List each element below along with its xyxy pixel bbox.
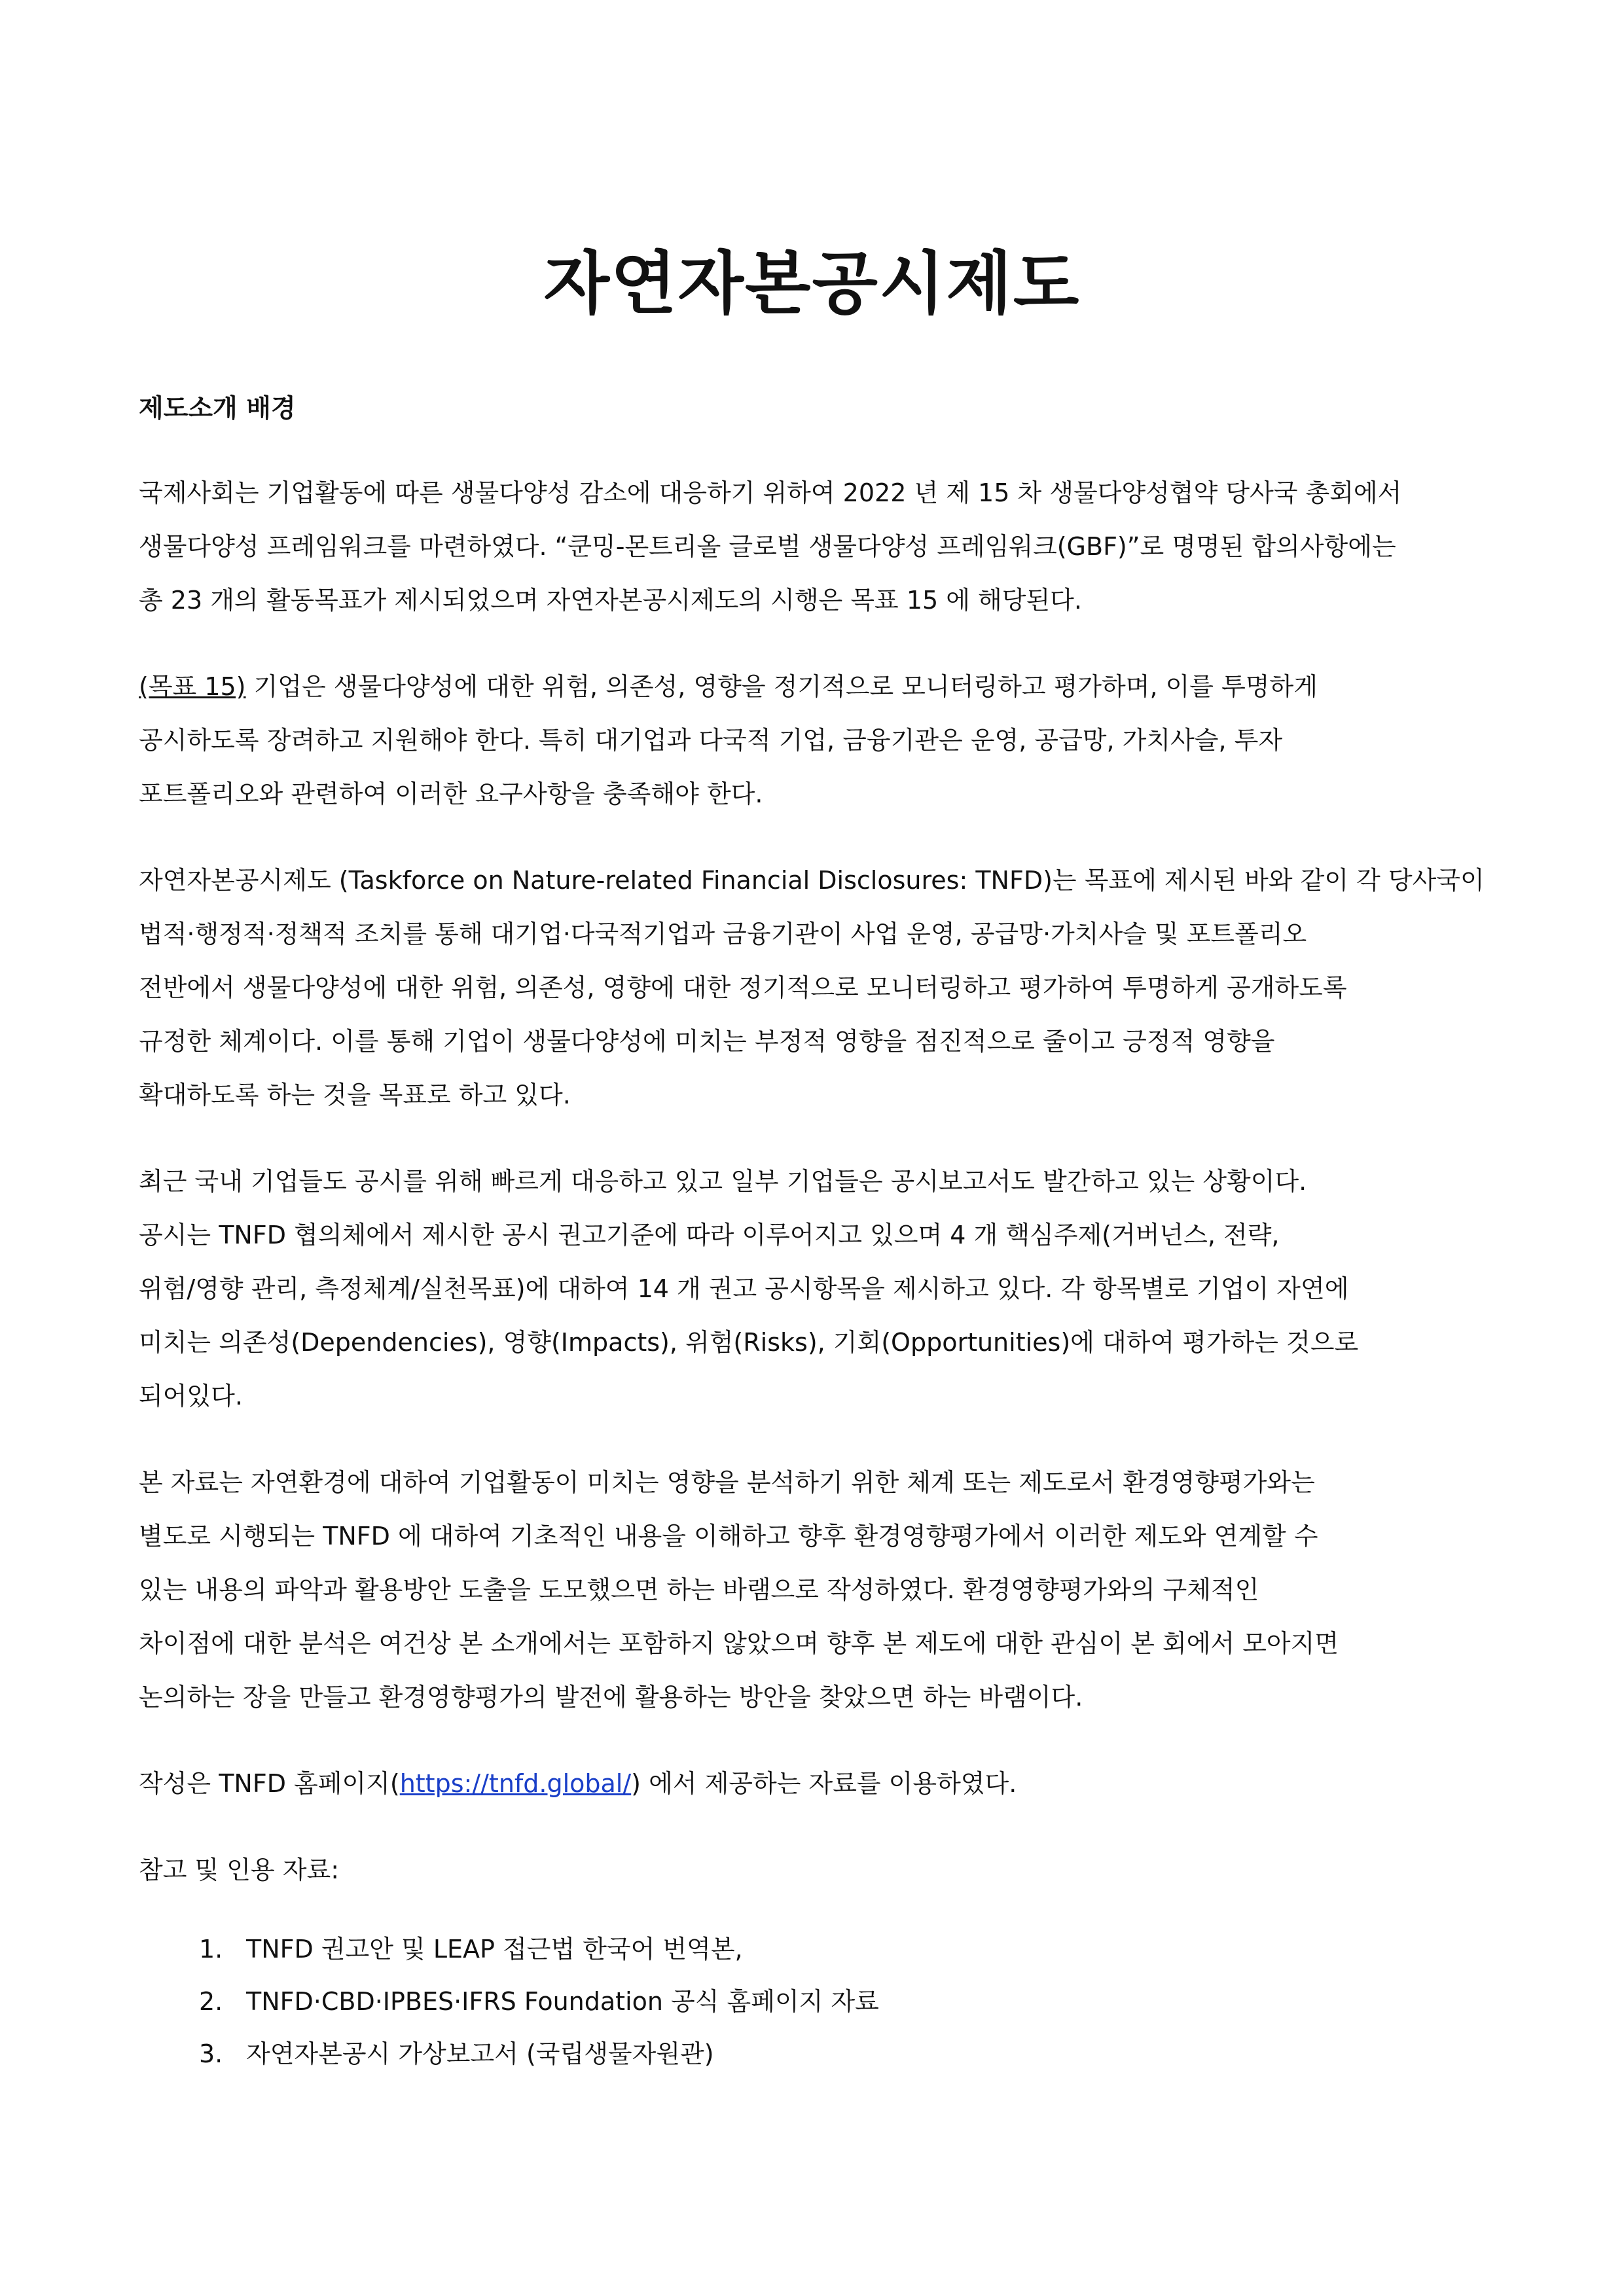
- paragraph-line: 되어있다.: [139, 1382, 243, 1410]
- document-body: [139, 466, 1507, 2080]
- source-text-before: 작성은 TNFD 홈페이지(: [139, 1769, 400, 1798]
- tnfd-homepage-link[interactable]: https://tnfd.global/: [399, 1769, 632, 1798]
- paragraph-line: 미치는 의존성(Dependencies), 영향(Impacts), 위험(Risks), 기회(Opportunities)에 대하여 평가하는 것으로: [139, 1328, 1359, 1357]
- paragraph-line: 법적·행정적·정책적 조치를 통해 대기업·다국적기업과 금융기관이 사업 운영, 공급망·가치사슬 및 포트폴리오: [139, 920, 1307, 948]
- paragraph-line: 포트폴리오와 관련하여 이러한 요구사항을 충족해야 한다.: [139, 780, 763, 808]
- reference-item: [199, 1923, 1507, 1975]
- reference-text: 자연자본공시 가상보고서 (국립생물자원관): [246, 2039, 714, 2068]
- paragraph-gbf-background: [139, 466, 1507, 627]
- references-list: [139, 1923, 1507, 2080]
- paragraph-goal-15: [139, 660, 1507, 821]
- paragraph-line: 별도로 시행되는 TNFD 에 대하여 기초적인 내용을 이해하고 향후 환경영향평가에서 이러한 제도와 연계할 수: [139, 1522, 1318, 1551]
- reference-item: [199, 2028, 1507, 2080]
- paragraph-line: 위험/영향 관리, 측정체계/실천목표)에 대하여 14 개 권고 공시항목을 제시하고 있다. 각 항목별로 기업이 자연에: [139, 1274, 1349, 1303]
- reference-number: 3.: [199, 2039, 223, 2068]
- goal-15-label: (목표 15): [139, 672, 246, 701]
- paragraph-line: 규정한 체계이다. 이를 통해 기업이 생물다양성에 미치는 부정적 영향을 점진적으로 줄이고 긍정적 영향을: [139, 1027, 1275, 1056]
- paragraph-document-purpose: [139, 1456, 1507, 1724]
- reference-number: 2.: [199, 1987, 223, 2016]
- paragraph-line: [139, 1757, 1507, 1810]
- paragraph-line: 자연자본공시제도 (Taskforce on Nature-related Financial Disclosures: TNFD)는 목표에 제시된 바와 같이 각 당사국이: [139, 866, 1485, 895]
- paragraph-line: 논의하는 장을 만들고 환경영향평가의 발전에 활용하는 방안을 찾았으면 하는 바램이다.: [139, 1683, 1083, 1712]
- paragraph-line: 차이점에 대한 분석은 여건상 본 소개에서는 포함하지 않았으며 향후 본 제도에 대한 관심이 본 회에서 모아지면: [139, 1629, 1339, 1658]
- paragraph-line: 있는 내용의 파악과 활용방안 도출을 도모했으면 하는 바램으로 작성하였다. 환경영향평가와의 구체적인: [139, 1575, 1259, 1604]
- source-text-after: ) 에서 제공하는 자료를 이용하였다.: [631, 1769, 1017, 1798]
- reference-item: [199, 1975, 1507, 2028]
- paragraph-source: [139, 1757, 1507, 1810]
- paragraph-line: 전반에서 생물다양성에 대한 위험, 의존성, 영향에 대한 정기적으로 모니터링하고 평가하여 투명하게 공개하도록: [139, 973, 1347, 1002]
- paragraph-line-text: 기업은 생물다양성에 대한 위험, 의존성, 영향을 정기적으로 모니터링하고 평가하며, 이를 투명하게: [245, 672, 1318, 701]
- paragraph-line: [139, 660, 1507, 713]
- paragraph-line: 국제사회는 기업활동에 따른 생물다양성 감소에 대응하기 위하여 2022 년 제 15 차 생물다양성협약 당사국 총회에서: [139, 478, 1402, 507]
- paragraph-line: 공시하도록 장려하고 지원해야 한다. 특히 대기업과 다국적 기업, 금융기관은 운영, 공급망, 가치사슬, 투자: [139, 726, 1283, 755]
- paragraph-line: 총 23 개의 활동목표가 제시되었으며 자연자본공시제도의 시행은 목표 15 에 해당된다.: [139, 586, 1082, 615]
- section-heading: 제도소개 배경: [139, 394, 296, 423]
- paragraph-line: 최근 국내 기업들도 공시를 위해 빠르게 대응하고 있고 일부 기업들은 공시보고서도 발간하고 있는 상황이다.: [139, 1167, 1307, 1196]
- paragraph-line: 본 자료는 자연환경에 대하여 기업활동이 미치는 영향을 분석하기 위한 체계 또는 제도로서 환경영향평가와는: [139, 1468, 1315, 1497]
- reference-number: 1.: [199, 1935, 223, 1964]
- paragraph-tnfd-definition: [139, 853, 1507, 1122]
- paragraph-line: 생물다양성 프레임워크를 마련하였다. “쿤밍-몬트리올 글로벌 생물다양성 프레임워크(GBF)”로 명명된 합의사항에는: [139, 532, 1396, 561]
- document-title: 자연자본공시제도: [543, 243, 1081, 323]
- references-label: 참고 및 인용 자료:: [139, 1856, 339, 1884]
- paragraph-line: 확대하도록 하는 것을 목표로 하고 있다.: [139, 1081, 571, 1109]
- reference-text: TNFD 권고안 및 LEAP 접근법 한국어 번역본,: [246, 1935, 743, 1964]
- reference-text: TNFD·CBD·IPBES·IFRS Foundation 공식 홈페이지 자료: [246, 1987, 879, 2016]
- paragraph-domestic-response: [139, 1155, 1507, 1423]
- paragraph-line: 공시는 TNFD 협의체에서 제시한 공시 권고기준에 따라 이루어지고 있으며 4 개 핵심주제(거버넌스, 전략,: [139, 1221, 1280, 1249]
